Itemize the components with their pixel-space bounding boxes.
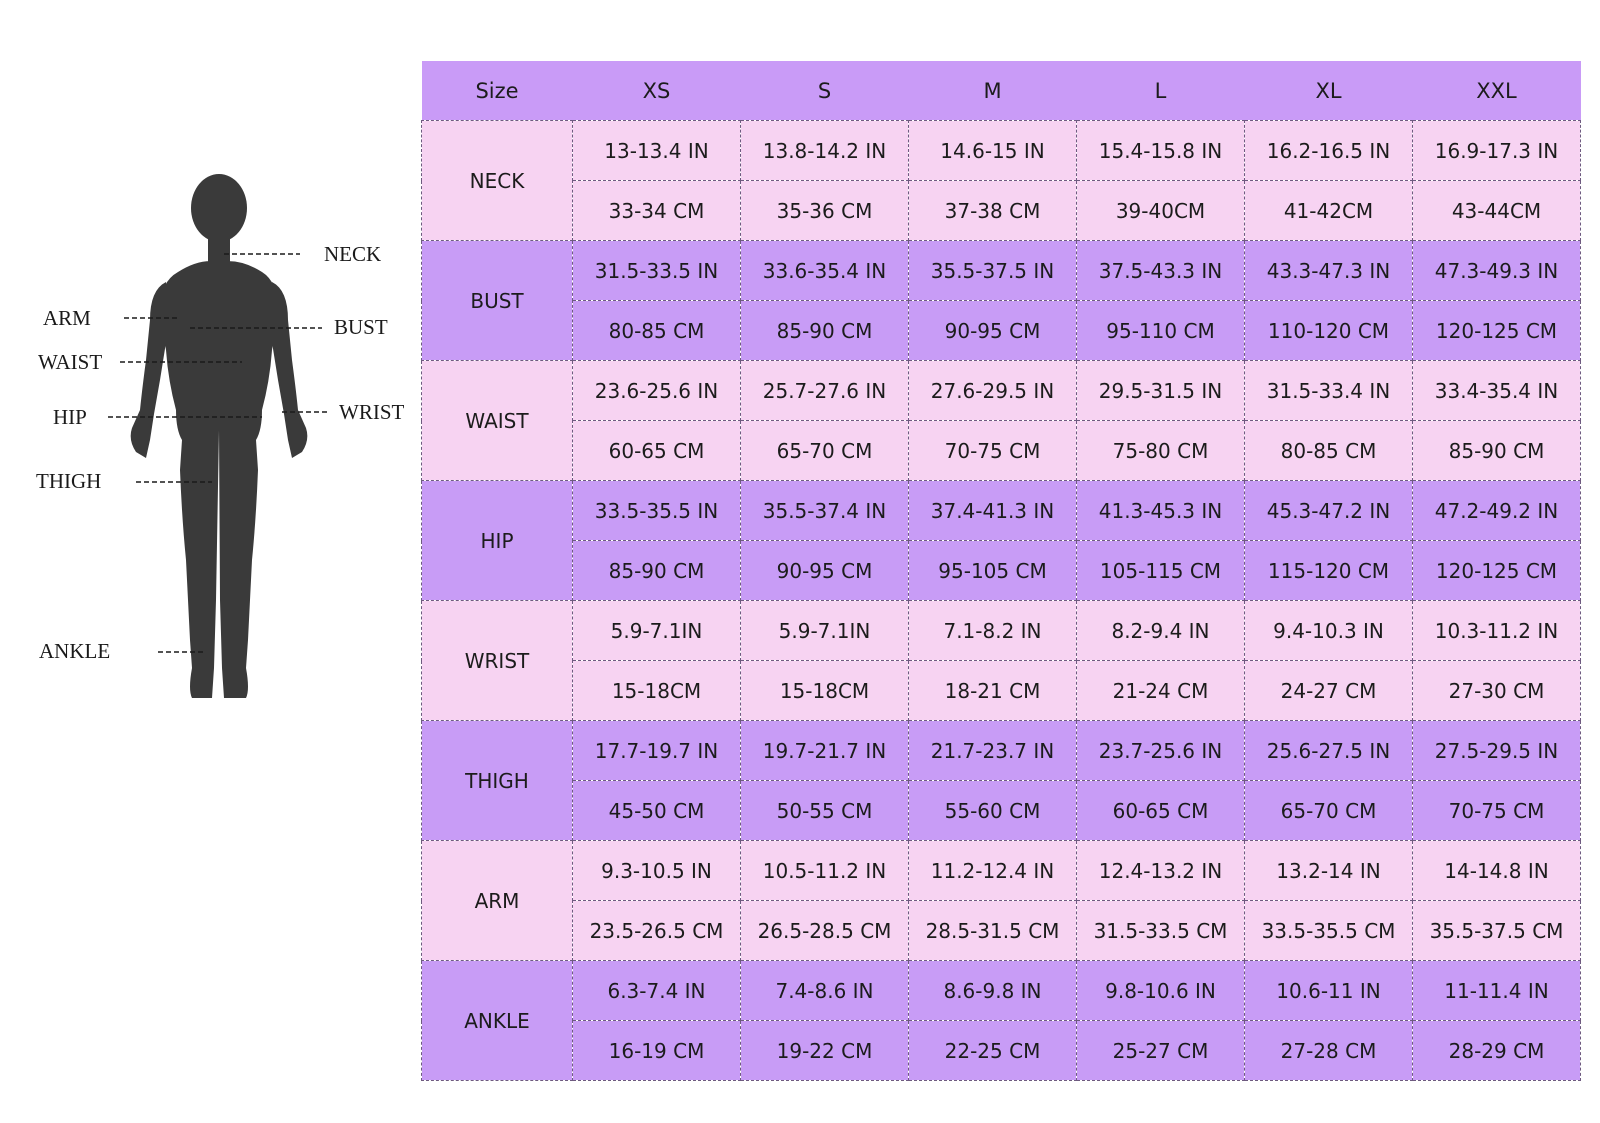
measurement-hip-label: HIP: [422, 481, 573, 601]
thigh-label: THIGH: [36, 469, 102, 493]
measurement-waist-label: WAIST: [422, 361, 573, 481]
arm-cm-m-cell: 28.5-31.5 CM: [909, 901, 1077, 961]
neck-cm-s-cell: 35-36 CM: [741, 181, 909, 241]
measurement-thigh-label: THIGH: [422, 721, 573, 841]
thigh-inch-l-cell: 23.7-25.6 IN: [1077, 721, 1245, 781]
arm-cm-xs-cell: 23.5-26.5 CM: [573, 901, 741, 961]
measurement-arm-label: ARM: [422, 841, 573, 961]
hip-inch-s-cell: 35.5-37.4 IN: [741, 481, 909, 541]
neck-inch-s-cell: 13.8-14.2 IN: [741, 121, 909, 181]
table-row: [422, 481, 1581, 541]
bust-inch-xxl-cell: 47.3-49.3 IN: [1413, 241, 1581, 301]
hip-cm-xl-cell: 115-120 CM: [1245, 541, 1413, 601]
waist-cm-m-cell: 70-75 CM: [909, 421, 1077, 481]
neck-inch-xs-cell: 13-13.4 IN: [573, 121, 741, 181]
table-row: [422, 361, 1581, 421]
arm-inch-xxl-cell: 14-14.8 IN: [1413, 841, 1581, 901]
hip-inch-xxl-cell: 47.2-49.2 IN: [1413, 481, 1581, 541]
bust-inch-xl-cell: 43.3-47.3 IN: [1245, 241, 1413, 301]
table-row: [422, 421, 1581, 481]
wrist-inch-xs-cell: 5.9-7.1IN: [573, 601, 741, 661]
thigh-cm-m-cell: 55-60 CM: [909, 781, 1077, 841]
table-row: [422, 841, 1581, 901]
bust-inch-l-cell: 37.5-43.3 IN: [1077, 241, 1245, 301]
ankle-cm-xs-cell: 16-19 CM: [573, 1021, 741, 1081]
table-row: [422, 661, 1581, 721]
table-row: [422, 961, 1581, 1021]
size-xs-header: XS: [573, 61, 741, 121]
hip-inch-xs-cell: 33.5-35.5 IN: [573, 481, 741, 541]
waist-inch-m-cell: 27.6-29.5 IN: [909, 361, 1077, 421]
table-row: [422, 241, 1581, 301]
wrist-inch-m-cell: 7.1-8.2 IN: [909, 601, 1077, 661]
arm-cm-xxl-cell: 35.5-37.5 CM: [1413, 901, 1581, 961]
wrist-cm-xl-cell: 24-27 CM: [1245, 661, 1413, 721]
body-figure: [0, 0, 420, 1123]
thigh-inch-xxl-cell: 27.5-29.5 IN: [1413, 721, 1581, 781]
table-row: [422, 601, 1581, 661]
neck-inch-l-cell: 15.4-15.8 IN: [1077, 121, 1245, 181]
bust-inch-s-cell: 33.6-35.4 IN: [741, 241, 909, 301]
hip-inch-m-cell: 37.4-41.3 IN: [909, 481, 1077, 541]
wrist-inch-xxl-cell: 10.3-11.2 IN: [1413, 601, 1581, 661]
ankle-label: ANKLE: [39, 639, 111, 663]
arm-inch-xs-cell: 9.3-10.5 IN: [573, 841, 741, 901]
table-row: [422, 1021, 1581, 1081]
waist-inch-l-cell: 29.5-31.5 IN: [1077, 361, 1245, 421]
arm-label: ARM: [43, 306, 91, 330]
header-row: [422, 61, 1581, 121]
waist-inch-xl-cell: 31.5-33.4 IN: [1245, 361, 1413, 421]
hip-cm-s-cell: 90-95 CM: [741, 541, 909, 601]
waist-inch-xs-cell: 23.6-25.6 IN: [573, 361, 741, 421]
neck-cm-xl-cell: 41-42CM: [1245, 181, 1413, 241]
arm-cm-s-cell: 26.5-28.5 CM: [741, 901, 909, 961]
size-chart-table: [421, 61, 1581, 1081]
wrist-inch-xl-cell: 9.4-10.3 IN: [1245, 601, 1413, 661]
wrist-cm-xxl-cell: 27-30 CM: [1413, 661, 1581, 721]
table-row: [422, 301, 1581, 361]
bust-cm-xxl-cell: 120-125 CM: [1413, 301, 1581, 361]
measurement-ankle-label: ANKLE: [422, 961, 573, 1081]
bust-cm-l-cell: 95-110 CM: [1077, 301, 1245, 361]
arm-cm-l-cell: 31.5-33.5 CM: [1077, 901, 1245, 961]
neck-label: NECK: [324, 242, 382, 266]
body-silhouette-illustration: [0, 0, 420, 1123]
thigh-cm-xxl-cell: 70-75 CM: [1413, 781, 1581, 841]
arm-inch-xl-cell: 13.2-14 IN: [1245, 841, 1413, 901]
size-l-header: L: [1077, 61, 1245, 121]
ankle-cm-m-cell: 22-25 CM: [909, 1021, 1077, 1081]
thigh-inch-m-cell: 21.7-23.7 IN: [909, 721, 1077, 781]
hip-inch-xl-cell: 45.3-47.2 IN: [1245, 481, 1413, 541]
measurement-wrist-label: WRIST: [422, 601, 573, 721]
size-m-header: M: [909, 61, 1077, 121]
wrist-inch-s-cell: 5.9-7.1IN: [741, 601, 909, 661]
wrist-label: WRIST: [339, 400, 405, 424]
measurement-bust-label: BUST: [422, 241, 573, 361]
hip-cm-xxl-cell: 120-125 CM: [1413, 541, 1581, 601]
waist-cm-l-cell: 75-80 CM: [1077, 421, 1245, 481]
size-header-cell: Size: [422, 61, 573, 121]
ankle-inch-m-cell: 8.6-9.8 IN: [909, 961, 1077, 1021]
ankle-inch-l-cell: 9.8-10.6 IN: [1077, 961, 1245, 1021]
table-row: [422, 121, 1581, 181]
measurement-neck-label: NECK: [422, 121, 573, 241]
bust-cm-s-cell: 85-90 CM: [741, 301, 909, 361]
thigh-inch-s-cell: 19.7-21.7 IN: [741, 721, 909, 781]
hip-cm-m-cell: 95-105 CM: [909, 541, 1077, 601]
ankle-cm-xxl-cell: 28-29 CM: [1413, 1021, 1581, 1081]
waist-inch-xxl-cell: 33.4-35.4 IN: [1413, 361, 1581, 421]
ankle-cm-xl-cell: 27-28 CM: [1245, 1021, 1413, 1081]
waist-cm-s-cell: 65-70 CM: [741, 421, 909, 481]
wrist-cm-xs-cell: 15-18CM: [573, 661, 741, 721]
thigh-cm-xl-cell: 65-70 CM: [1245, 781, 1413, 841]
thigh-inch-xs-cell: 17.7-19.7 IN: [573, 721, 741, 781]
table-row: [422, 901, 1581, 961]
thigh-cm-l-cell: 60-65 CM: [1077, 781, 1245, 841]
ankle-inch-xxl-cell: 11-11.4 IN: [1413, 961, 1581, 1021]
table-row: [422, 721, 1581, 781]
waist-cm-xxl-cell: 85-90 CM: [1413, 421, 1581, 481]
neck-cm-l-cell: 39-40CM: [1077, 181, 1245, 241]
neck-inch-m-cell: 14.6-15 IN: [909, 121, 1077, 181]
silhouette: [131, 174, 308, 698]
bust-cm-m-cell: 90-95 CM: [909, 301, 1077, 361]
wrist-cm-s-cell: 15-18CM: [741, 661, 909, 721]
arm-inch-s-cell: 10.5-11.2 IN: [741, 841, 909, 901]
ankle-cm-s-cell: 19-22 CM: [741, 1021, 909, 1081]
neck-inch-xxl-cell: 16.9-17.3 IN: [1413, 121, 1581, 181]
hip-inch-l-cell: 41.3-45.3 IN: [1077, 481, 1245, 541]
neck-cm-m-cell: 37-38 CM: [909, 181, 1077, 241]
arm-cm-xl-cell: 33.5-35.5 CM: [1245, 901, 1413, 961]
wrist-cm-m-cell: 18-21 CM: [909, 661, 1077, 721]
bust-inch-xs-cell: 31.5-33.5 IN: [573, 241, 741, 301]
wrist-inch-l-cell: 8.2-9.4 IN: [1077, 601, 1245, 661]
ankle-inch-s-cell: 7.4-8.6 IN: [741, 961, 909, 1021]
neck-cm-xxl-cell: 43-44CM: [1413, 181, 1581, 241]
waist-cm-xs-cell: 60-65 CM: [573, 421, 741, 481]
ankle-inch-xs-cell: 6.3-7.4 IN: [573, 961, 741, 1021]
arm-inch-l-cell: 12.4-13.2 IN: [1077, 841, 1245, 901]
thigh-cm-xs-cell: 45-50 CM: [573, 781, 741, 841]
neck-inch-xl-cell: 16.2-16.5 IN: [1245, 121, 1413, 181]
wrist-cm-l-cell: 21-24 CM: [1077, 661, 1245, 721]
size-s-header: S: [741, 61, 909, 121]
size-xxl-header: XXL: [1413, 61, 1581, 121]
thigh-inch-xl-cell: 25.6-27.5 IN: [1245, 721, 1413, 781]
arm-inch-m-cell: 11.2-12.4 IN: [909, 841, 1077, 901]
bust-cm-xl-cell: 110-120 CM: [1245, 301, 1413, 361]
bust-inch-m-cell: 35.5-37.5 IN: [909, 241, 1077, 301]
table-row: [422, 181, 1581, 241]
hip-cm-l-cell: 105-115 CM: [1077, 541, 1245, 601]
ankle-inch-xl-cell: 10.6-11 IN: [1245, 961, 1413, 1021]
neck-cm-xs-cell: 33-34 CM: [573, 181, 741, 241]
waist-cm-xl-cell: 80-85 CM: [1245, 421, 1413, 481]
table-row: [422, 541, 1581, 601]
hip-label: HIP: [53, 405, 87, 429]
waist-label: WAIST: [38, 350, 103, 374]
bust-label: BUST: [334, 315, 388, 339]
waist-inch-s-cell: 25.7-27.6 IN: [741, 361, 909, 421]
ankle-cm-l-cell: 25-27 CM: [1077, 1021, 1245, 1081]
bust-cm-xs-cell: 80-85 CM: [573, 301, 741, 361]
hip-cm-xs-cell: 85-90 CM: [573, 541, 741, 601]
thigh-cm-s-cell: 50-55 CM: [741, 781, 909, 841]
table-row: [422, 781, 1581, 841]
table-body: [422, 121, 1581, 1081]
size-xl-header: XL: [1245, 61, 1413, 121]
